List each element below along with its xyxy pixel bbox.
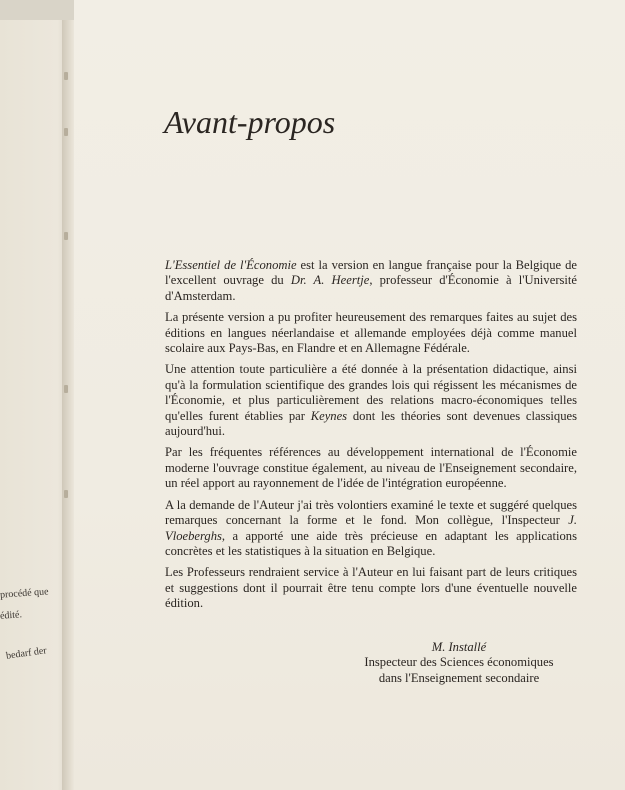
- binding-stitch: [64, 72, 68, 80]
- foreword-body: [165, 258, 577, 618]
- paragraph-text: A la demande de l'Auteur j'ai très volontiers examiné le texte et suggéré quelques remarques concernant la forme et le fond. Mon collègue, l'Inspecteur: [165, 497, 577, 528]
- signature-title-line-2: dans l'Enseignement secondaire: [378, 670, 540, 685]
- paragraph-2: La présente version a pu profiter heureusement des remarques faites au sujet des éditions en langues néerlandaise et allemande employées déjà comme manuel scolaire aux Pays-Bas, en Flandre et en Allemagne Fédérale.: [165, 310, 577, 356]
- paragraph-6: Les Professeurs rendraient service à l'Auteur en lui faisant part de leurs critiques et suggestions dont il pourrait être tenu compte lors d'une éventuelle nouvelle édition.: [165, 565, 577, 611]
- signature-title-line-1: Inspecteur des Sciences économiques: [364, 655, 554, 670]
- paragraph-text: , a apporté une aide très précieuse en adaptant les applications concrètes et les statistiques à la situation en Belgique.: [165, 528, 577, 558]
- paragraph-4: Par les fréquentes références au développement international de l'Économie moderne l'ouvrage constitue également, au niveau de l'Enseignement secondaire, un réel apport au rayonnement de l'idée de l'intégration européenne.: [165, 445, 577, 491]
- binding-stitch: [64, 385, 68, 393]
- paragraph-5: [165, 498, 577, 560]
- left-page-fragment: procédé que: [0, 586, 49, 601]
- left-page-fragment: édité.: [0, 609, 23, 622]
- paragraph-1: [165, 258, 577, 304]
- signature-block: [330, 640, 588, 686]
- binding-stitch: [64, 128, 68, 136]
- paragraph-text: est la version en langue française pour la Belgique de l'excellent ouvrage du: [165, 258, 577, 288]
- book-title: L'Essentiel de l'Économie: [165, 258, 297, 272]
- author-name: Dr. A. Heertje: [290, 273, 370, 288]
- left-page-fragment: bedarf der: [5, 645, 48, 662]
- paragraph-text: Une attention toute particulière a été donnée à la présentation didactique, ainsi qu'à la formulation scientifique des grandes lois qui régissent les mécanismes de l'Économie, et plus particulièrement des relations macro-économiques telles qu'elles furent établies par: [165, 362, 577, 423]
- page-title: Avant-propos: [164, 104, 336, 140]
- binding-stitch: [64, 490, 68, 498]
- paragraph-3: [165, 362, 577, 439]
- inspector-name: J. Vloeberghs: [165, 513, 577, 543]
- binding-stitch: [64, 232, 68, 240]
- paragraph-text: dont les théories sont devenues classiques aujourd'hui.: [165, 408, 577, 439]
- paragraph-text: , professeur d'Économie à l'Université d'Amsterdam.: [165, 273, 577, 303]
- signature-name: M. Installé: [431, 640, 487, 654]
- keynes-name: Keynes: [310, 408, 348, 423]
